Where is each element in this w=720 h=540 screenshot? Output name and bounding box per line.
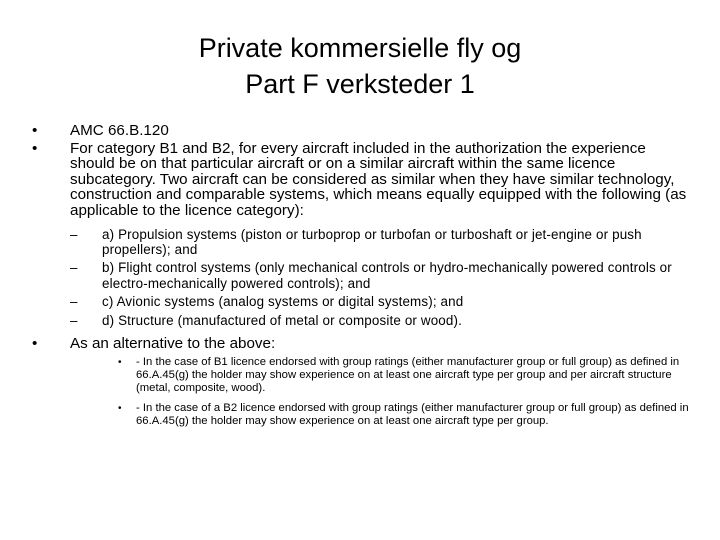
sub-bullet-list (70, 227, 692, 328)
bullet-list (32, 123, 692, 435)
bullet-text: As an alternative to the above: (70, 335, 276, 352)
sub-item-structure (70, 313, 692, 328)
sub-item-propulsion (70, 227, 692, 258)
bullet-text: AMC 66.B.120 (70, 122, 169, 139)
dash-icon: – (70, 294, 78, 310)
dash-icon: – (70, 226, 78, 242)
dash-icon: – (70, 312, 78, 328)
bullet-text: For category B1 and B2, for every aircraft included in the authorization the experience should be on that particular aircraft or on a similar aircraft within the same licence subcategory. Two aircraft can be considered as similar when they have similar technology, construction and comparable systems, which means equally equipped with the following (as applicable to the licence category): (70, 139, 687, 219)
slide-title (0, 30, 720, 102)
sub-sub-item-text: - In the case of B1 licence endorsed with group ratings (either manufacturer group or full group) as defined in 66.A.45(g) the holder may show experience on at least one aircraft type per group and per aircraft structure (metal, composite, wood). (136, 355, 680, 395)
title-line-2: Part F verksteder 1 (245, 69, 475, 99)
sub-item-text: a) Propulsion systems (piston or turboprop or turbofan or turboshaft or jet-engine or push propellers); and (102, 226, 642, 257)
sub-sub-item-b1 (118, 356, 692, 396)
title-line-1: Private kommersielle fly og (198, 33, 522, 63)
small-bullet-icon: • (118, 356, 122, 368)
bullet-item-amc (32, 123, 692, 139)
sub-item-text: d) Structure (manufactured of metal or composite or wood). (102, 312, 462, 328)
bullet-icon: • (32, 139, 38, 157)
bullet-icon: • (32, 335, 38, 352)
bullet-icon: • (32, 122, 38, 139)
sub-item-text: b) Flight control systems (only mechanical controls or hydro-mechanically powered controls or electro-mechanically powered controls); and (102, 260, 672, 291)
sub-item-avionic (70, 294, 692, 309)
sub-item-text: c) Avionic systems (analog systems or digital systems); and (102, 294, 464, 310)
sub-sub-item-text: - In the case of a B2 licence endorsed with group ratings (either manufacturer group or full group) as defined in 66.A.45(g) the holder may show experience on at least one aircraft type per group. (136, 401, 689, 428)
bullet-item-category (32, 141, 692, 328)
sub-sub-bullet-list (70, 356, 692, 429)
sub-item-flight-control (70, 260, 692, 291)
dash-icon: – (70, 260, 78, 276)
small-bullet-icon: • (118, 402, 122, 414)
bullet-item-alternative (32, 336, 692, 429)
sub-sub-item-b2 (118, 402, 692, 429)
